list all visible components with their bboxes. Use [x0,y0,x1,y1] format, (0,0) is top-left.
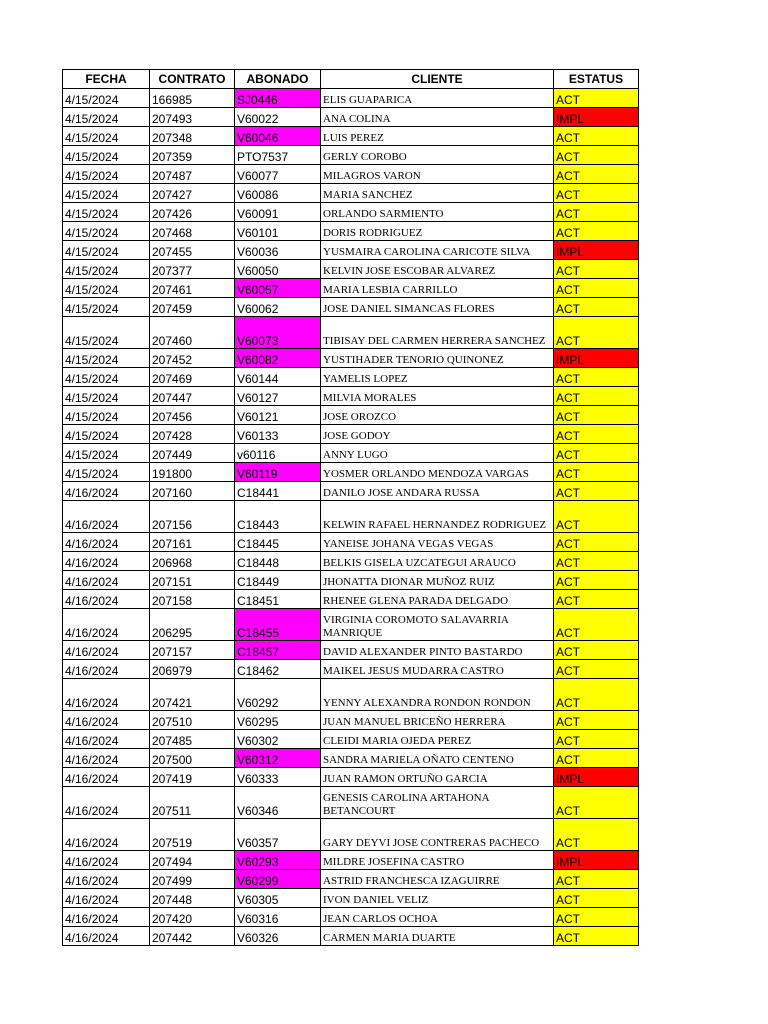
cell-contrato: 207452 [150,349,235,368]
cell-abonado: V60316 [235,908,321,927]
cell-cliente: SANDRA MARIELA OÑATO CENTENO [321,749,554,768]
cell-cliente: MILAGROS VARON [321,165,554,184]
cell-cliente: ANNY LUGO [321,444,554,463]
table-row [63,870,639,889]
cell-abonado: V60305 [235,889,321,908]
cell-fecha: 4/16/2024 [63,533,150,552]
cell-cliente: MARIA SANCHEZ [321,184,554,203]
cell-estatus: ACT [554,501,639,533]
cell-estatus: ACT [554,89,639,108]
cell-cliente: KELVIN JOSE ESCOBAR ALVAREZ [321,260,554,279]
cell-abonado: V60046 [235,127,321,146]
cell-estatus: ACT [554,146,639,165]
cell-abonado: C18457 [235,641,321,660]
table-row [63,260,639,279]
cell-contrato: 207468 [150,222,235,241]
cell-cliente: MAIKEL JESUS MUDARRA CASTRO [321,660,554,679]
cell-cliente: YANEISE JOHANA VEGAS VEGAS [321,533,554,552]
table-row [63,851,639,870]
cell-fecha: 4/15/2024 [63,368,150,387]
cell-cliente: DANILO JOSE ANDARA RUSSA [321,482,554,501]
cell-abonado: V60062 [235,298,321,317]
cell-contrato: 207494 [150,851,235,870]
cell-cliente: VIRGINIA COROMOTO SALAVARRIA MANRIQUE [321,609,554,641]
cell-cliente: YOSMER ORLANDO MENDOZA VARGAS [321,463,554,482]
cell-estatus: ACT [554,184,639,203]
cell-contrato: 207348 [150,127,235,146]
cell-fecha: 4/16/2024 [63,571,150,590]
table-row [63,349,639,368]
cell-estatus: ACT [554,730,639,749]
cell-contrato: 207377 [150,260,235,279]
cell-cliente: GARY DEYVI JOSE CONTRERAS PACHECO [321,819,554,851]
cell-abonado: V60346 [235,787,321,819]
cell-estatus: ACT [554,298,639,317]
header-cliente: CLIENTE [321,70,554,89]
cell-cliente: ORLANDO SARMIENTO [321,203,554,222]
cell-contrato: 207419 [150,768,235,787]
cell-fecha: 4/15/2024 [63,184,150,203]
cell-cliente: GENESIS CAROLINA ARTAHONA BETANCOURT [321,787,554,819]
cell-abonado: V60022 [235,108,321,127]
cell-contrato: 207456 [150,406,235,425]
cell-abonado: V60295 [235,711,321,730]
cell-contrato: 207448 [150,889,235,908]
cell-cliente: JHONATTA DIONAR MUÑOZ RUIZ [321,571,554,590]
cell-contrato: 207493 [150,108,235,127]
cell-fecha: 4/16/2024 [63,787,150,819]
table-row [63,927,639,946]
cell-abonado: V60292 [235,679,321,711]
cell-fecha: 4/16/2024 [63,590,150,609]
cell-cliente: ELIS GUAPARICA [321,89,554,108]
cell-fecha: 4/16/2024 [63,749,150,768]
header-fecha: FECHA [63,70,150,89]
cell-contrato: 206968 [150,552,235,571]
cell-abonado: C18441 [235,482,321,501]
cell-cliente: CARMEN MARIA DUARTE [321,927,554,946]
cell-abonado: V60133 [235,425,321,444]
cell-contrato: 207487 [150,165,235,184]
cell-cliente: JOSE DANIEL SIMANCAS FLORES [321,298,554,317]
cell-estatus: ACT [554,641,639,660]
cell-estatus: ACT [554,165,639,184]
cell-abonado: V60299 [235,870,321,889]
cell-cliente: MARIA LESBIA CARRILLO [321,279,554,298]
cell-fecha: 4/15/2024 [63,165,150,184]
cell-fecha: 4/15/2024 [63,387,150,406]
cell-estatus: ACT [554,819,639,851]
cell-cliente: JEAN CARLOS OCHOA [321,908,554,927]
table-row [63,609,639,641]
cell-contrato: 207511 [150,787,235,819]
table-row [63,298,639,317]
cell-fecha: 4/15/2024 [63,279,150,298]
cell-fecha: 4/16/2024 [63,609,150,641]
cell-abonado: V60326 [235,927,321,946]
cell-contrato: 207510 [150,711,235,730]
cell-estatus: ACT [554,870,639,889]
cell-contrato: 207428 [150,425,235,444]
cell-contrato: 207426 [150,203,235,222]
cell-abonado: V60101 [235,222,321,241]
cell-abonado: C18455 [235,609,321,641]
cell-contrato: 207449 [150,444,235,463]
cell-contrato: 207427 [150,184,235,203]
cell-abonado: C18448 [235,552,321,571]
cell-estatus: ACT [554,609,639,641]
cell-fecha: 4/16/2024 [63,870,150,889]
table-row [63,368,639,387]
table-row [63,203,639,222]
cell-abonado: V60293 [235,851,321,870]
cell-abonado: PTO7537 [235,146,321,165]
cell-contrato: 207421 [150,679,235,711]
table-row [63,501,639,533]
cell-fecha: 4/16/2024 [63,482,150,501]
cell-estatus: ACT [554,908,639,927]
table-row [63,463,639,482]
table-row [63,89,639,108]
cell-estatus: ACT [554,571,639,590]
cell-estatus: ACT [554,260,639,279]
cell-fecha: 4/15/2024 [63,463,150,482]
cell-estatus: ACT [554,444,639,463]
cell-fecha: 4/16/2024 [63,908,150,927]
cell-abonado: V60144 [235,368,321,387]
table-row [63,317,639,349]
cell-abonado: V60086 [235,184,321,203]
cell-contrato: 207156 [150,501,235,533]
cell-estatus: ACT [554,425,639,444]
cell-abonado: V60302 [235,730,321,749]
cell-cliente: JOSE OROZCO [321,406,554,425]
cell-fecha: 4/15/2024 [63,425,150,444]
cell-abonado: V60119 [235,463,321,482]
cell-fecha: 4/16/2024 [63,552,150,571]
cell-cliente: GERLY COROBO [321,146,554,165]
table-row [63,127,639,146]
cell-cliente: DAVID ALEXANDER PINTO BASTARDO [321,641,554,660]
table-row [63,768,639,787]
header-estatus: ESTATUS [554,70,639,89]
cell-estatus: ACT [554,203,639,222]
table-row [63,425,639,444]
cell-fecha: 4/15/2024 [63,127,150,146]
cell-contrato: 206979 [150,660,235,679]
cell-cliente: IVON DANIEL VELIZ [321,889,554,908]
table-row [63,571,639,590]
cell-abonado: C18449 [235,571,321,590]
cell-fecha: 4/15/2024 [63,444,150,463]
cell-fecha: 4/15/2024 [63,298,150,317]
subscriber-status-table [62,69,639,946]
cell-estatus: ACT [554,482,639,501]
cell-fecha: 4/16/2024 [63,819,150,851]
table-row [63,241,639,260]
table-row [63,444,639,463]
cell-estatus: ACT [554,317,639,349]
cell-fecha: 4/15/2024 [63,146,150,165]
cell-abonado: V60312 [235,749,321,768]
table-row [63,387,639,406]
cell-cliente: YUSTIHADER TENORIO QUINONEZ [321,349,554,368]
cell-contrato: 207459 [150,298,235,317]
table-row [63,590,639,609]
cell-abonado: C18451 [235,590,321,609]
cell-fecha: 4/15/2024 [63,317,150,349]
cell-estatus: ACT [554,787,639,819]
cell-estatus: IMPL [554,768,639,787]
cell-fecha: 4/16/2024 [63,730,150,749]
cell-fecha: 4/15/2024 [63,203,150,222]
cell-estatus: ACT [554,387,639,406]
cell-fecha: 4/15/2024 [63,222,150,241]
cell-estatus: IMPL [554,241,639,260]
cell-abonado: V60057 [235,279,321,298]
cell-cliente: JOSE GODOY [321,425,554,444]
table-row [63,184,639,203]
cell-estatus: ACT [554,552,639,571]
cell-fecha: 4/16/2024 [63,851,150,870]
table-body [63,89,639,946]
cell-estatus: ACT [554,368,639,387]
cell-contrato: 207519 [150,819,235,851]
table-row [63,165,639,184]
table-row [63,552,639,571]
cell-abonado: V60077 [235,165,321,184]
cell-fecha: 4/15/2024 [63,241,150,260]
cell-contrato: 207447 [150,387,235,406]
table-row [63,819,639,851]
cell-abonado: V60357 [235,819,321,851]
cell-cliente: YAMELIS LOPEZ [321,368,554,387]
cell-contrato: 207158 [150,590,235,609]
cell-fecha: 4/16/2024 [63,711,150,730]
cell-contrato: 207161 [150,533,235,552]
cell-contrato: 207442 [150,927,235,946]
table-row [63,711,639,730]
cell-cliente: DORIS RODRIGUEZ [321,222,554,241]
cell-contrato: 206295 [150,609,235,641]
cell-contrato: 207485 [150,730,235,749]
header-row [63,70,639,89]
cell-contrato: 207420 [150,908,235,927]
cell-cliente: ASTRID FRANCHESCA IZAGUIRRE [321,870,554,889]
cell-estatus: IMPL [554,108,639,127]
cell-estatus: IMPL [554,349,639,368]
cell-contrato: 207461 [150,279,235,298]
cell-cliente: RHENEE GLENA PARADA DELGADO [321,590,554,609]
table-row [63,749,639,768]
cell-abonado: C18462 [235,660,321,679]
cell-estatus: ACT [554,406,639,425]
cell-cliente: CLEIDI MARIA OJEDA PEREZ [321,730,554,749]
cell-cliente: YUSMAIRA CAROLINA CARICOTE SILVA [321,241,554,260]
table-row [63,279,639,298]
cell-abonado: C18445 [235,533,321,552]
cell-fecha: 4/15/2024 [63,108,150,127]
cell-estatus: ACT [554,711,639,730]
cell-fecha: 4/15/2024 [63,349,150,368]
cell-estatus: ACT [554,927,639,946]
cell-fecha: 4/16/2024 [63,660,150,679]
cell-abonado: SJ0446 [235,89,321,108]
cell-contrato: 207500 [150,749,235,768]
cell-fecha: 4/16/2024 [63,768,150,787]
header-contrato: CONTRATO [150,70,235,89]
header-abonado: ABONADO [235,70,321,89]
cell-contrato: 207455 [150,241,235,260]
cell-contrato: 207359 [150,146,235,165]
cell-contrato: 207460 [150,317,235,349]
cell-abonado: V60121 [235,406,321,425]
cell-estatus: ACT [554,889,639,908]
table-row [63,660,639,679]
cell-abonado: V60050 [235,260,321,279]
cell-cliente: BELKIS GISELA UZCATEGUI ARAUCO [321,552,554,571]
cell-contrato: 166985 [150,89,235,108]
table-row [63,108,639,127]
table-row [63,406,639,425]
cell-estatus: ACT [554,222,639,241]
cell-estatus: ACT [554,679,639,711]
cell-estatus: ACT [554,660,639,679]
cell-abonado: V60036 [235,241,321,260]
table-row [63,533,639,552]
cell-fecha: 4/16/2024 [63,641,150,660]
table-row [63,641,639,660]
cell-estatus: IMPL [554,851,639,870]
cell-fecha: 4/15/2024 [63,89,150,108]
cell-contrato: 191800 [150,463,235,482]
cell-cliente: ANA COLINA [321,108,554,127]
cell-estatus: ACT [554,127,639,146]
cell-abonado: V60082 [235,349,321,368]
cell-abonado: V60091 [235,203,321,222]
cell-estatus: ACT [554,590,639,609]
cell-abonado: V60127 [235,387,321,406]
cell-contrato: 207151 [150,571,235,590]
cell-estatus: ACT [554,463,639,482]
cell-abonado: C18443 [235,501,321,533]
cell-abonado: V60333 [235,768,321,787]
cell-cliente: LUIS PEREZ [321,127,554,146]
cell-contrato: 207469 [150,368,235,387]
table-row [63,222,639,241]
cell-estatus: ACT [554,279,639,298]
table-row [63,787,639,819]
cell-contrato: 207499 [150,870,235,889]
cell-fecha: 4/15/2024 [63,406,150,425]
cell-contrato: 207160 [150,482,235,501]
cell-cliente: KELWIN RAFAEL HERNANDEZ RODRIGUEZ [321,501,554,533]
cell-abonado: V60073 [235,317,321,349]
table-row [63,889,639,908]
table-row [63,730,639,749]
cell-cliente: MILVIA MORALES [321,387,554,406]
cell-fecha: 4/15/2024 [63,260,150,279]
table-row [63,482,639,501]
cell-fecha: 4/16/2024 [63,679,150,711]
cell-fecha: 4/16/2024 [63,927,150,946]
table-row [63,146,639,165]
cell-cliente: TIBISAY DEL CARMEN HERRERA SANCHEZ [321,317,554,349]
cell-cliente: YENNY ALEXANDRA RONDON RONDON [321,679,554,711]
cell-fecha: 4/16/2024 [63,501,150,533]
cell-cliente: JUAN MANUEL BRICEÑO HERRERA [321,711,554,730]
table-row [63,679,639,711]
cell-cliente: MILDRE JOSEFINA CASTRO [321,851,554,870]
cell-fecha: 4/16/2024 [63,889,150,908]
cell-abonado: v60116 [235,444,321,463]
cell-cliente: JUAN RAMON ORTUÑO GARCIA [321,768,554,787]
cell-estatus: ACT [554,533,639,552]
cell-estatus: ACT [554,749,639,768]
cell-contrato: 207157 [150,641,235,660]
table-row [63,908,639,927]
